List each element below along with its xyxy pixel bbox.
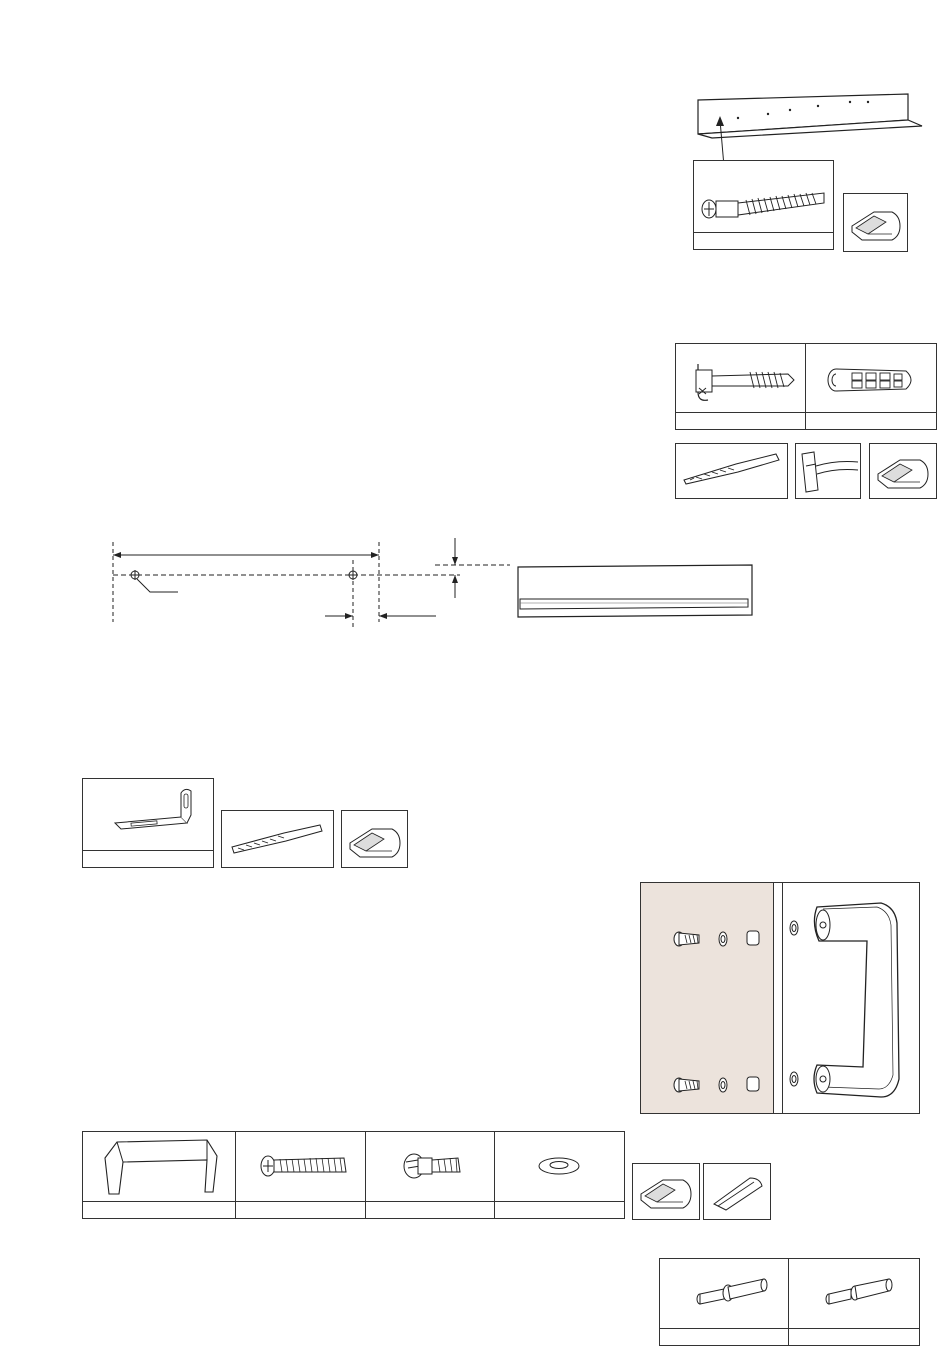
- connector-screw-part: [693, 160, 834, 250]
- washer-part: [494, 1131, 625, 1219]
- long-screw-icon: [236, 1132, 366, 1200]
- phillips-bit-icon: [870, 444, 936, 498]
- part-caption: [366, 1201, 495, 1218]
- shelf-pin-icon: [789, 1259, 919, 1327]
- phillips-bit-tool: [341, 810, 408, 868]
- part-caption: [694, 232, 833, 249]
- phillips-bit-tool: [632, 1163, 700, 1220]
- phillips-bit-icon: [633, 1164, 699, 1219]
- angle-bracket-icon: [83, 779, 213, 849]
- part-caption: [495, 1201, 624, 1218]
- handle-assembly-illustration: [640, 882, 920, 1114]
- connector-screw-icon: [694, 161, 833, 231]
- phillips-bit-tool: [869, 443, 937, 499]
- part-caption: [789, 1328, 919, 1345]
- part-caption: [676, 412, 806, 429]
- phillips-bit-tool: [843, 193, 908, 252]
- drill-bit-icon: [676, 444, 787, 498]
- drill-bit-tool: [675, 443, 788, 499]
- shelf-pin-part: [659, 1258, 790, 1346]
- part-caption: [806, 412, 936, 429]
- flat-bit-icon: [704, 1164, 770, 1219]
- hammer-tool: [795, 443, 861, 499]
- rail-illustration: [516, 563, 756, 621]
- part-caption: [83, 850, 213, 867]
- part-caption: [660, 1328, 789, 1345]
- long-screw-part: [235, 1131, 367, 1219]
- slotted-screw-part: [365, 1131, 496, 1219]
- phillips-bit-icon: [342, 811, 407, 867]
- part-caption: [83, 1201, 236, 1218]
- hook-screw-icon: [676, 344, 806, 412]
- slotted-screw-icon: [366, 1132, 495, 1200]
- wall-plug-part: [805, 343, 937, 430]
- wall-plug-icon: [806, 344, 936, 412]
- drill-bit-icon: [222, 811, 333, 867]
- drilling-dimension-diagram: [100, 530, 520, 630]
- hook-screw-part: [675, 343, 807, 430]
- shelf-pin-part: [788, 1258, 920, 1346]
- shelf-illustration: [690, 90, 920, 150]
- flat-bit-tool: [703, 1163, 771, 1220]
- part-caption: [236, 1201, 366, 1218]
- washer-icon: [495, 1132, 624, 1200]
- drill-bit-tool: [221, 810, 334, 868]
- handle-part: [82, 1131, 237, 1219]
- handle-icon: [83, 1132, 236, 1200]
- shelf-pin-icon: [660, 1259, 789, 1327]
- phillips-bit-icon: [844, 194, 907, 251]
- hammer-icon: [796, 444, 860, 498]
- angle-bracket-part: [82, 778, 214, 868]
